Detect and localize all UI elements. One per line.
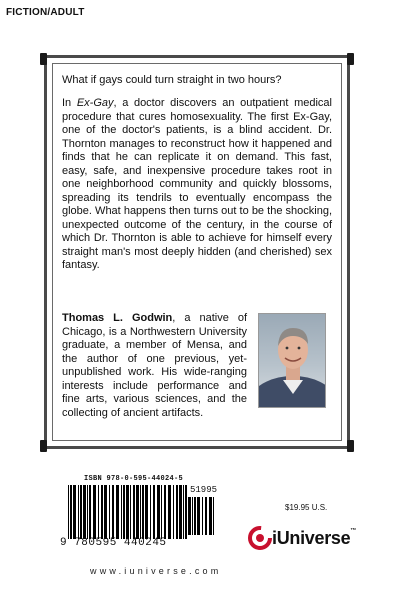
- author-bio-text: , a native of Chicago, is a Northwestern University graduate, a member of Mensa, and the author of one previous, yet-unpublished work. His wide-ranging interests include performance and fine arts, various sciences, and the collecting of ancient artifacts.: [62, 312, 248, 419]
- barcode-bar: [179, 485, 182, 539]
- barcode: [68, 485, 188, 539]
- barcode-bar: [213, 497, 214, 535]
- barcode-bar: [123, 485, 125, 539]
- publisher-name: [272, 528, 356, 549]
- barcode-bar: [157, 485, 160, 539]
- barcode-bar: [109, 485, 110, 539]
- barcode-bar: [192, 497, 193, 535]
- barcode-bar: [68, 485, 69, 539]
- barcode-bar: [126, 485, 129, 539]
- isbn-barcode-block: [60, 475, 218, 550]
- publisher-logo-icon: [248, 526, 272, 550]
- frame-corner-post: [347, 53, 354, 65]
- barcode-bar: [87, 485, 88, 539]
- barcode-bar: [205, 497, 207, 535]
- barcode-bar: [197, 497, 200, 535]
- barcode-bar: [173, 485, 174, 539]
- author-portrait-icon: [259, 314, 326, 408]
- barcode-bar: [83, 485, 86, 539]
- author-photo: [258, 313, 326, 408]
- barcode-bar: [101, 485, 103, 539]
- barcode-bar: [112, 485, 114, 539]
- frame-corner-post: [40, 53, 47, 65]
- barcode-bar: [80, 485, 82, 539]
- barcode-bar: [89, 485, 91, 539]
- barcode-bar: [93, 485, 96, 539]
- barcode-bar: [78, 485, 79, 539]
- barcode-bar: [209, 497, 212, 535]
- barcode-bar: [153, 485, 155, 539]
- publisher-name-text: iUniverse: [272, 527, 351, 548]
- trademark-symbol: ™: [350, 527, 357, 534]
- frame-corner-post: [347, 440, 354, 452]
- book-description: [62, 97, 332, 273]
- price-barcode: [188, 497, 216, 535]
- barcode-bar: [176, 485, 178, 539]
- author-name: Thomas L. Godwin: [62, 312, 173, 324]
- barcode-bar: [133, 485, 135, 539]
- frame-corner-post: [40, 440, 47, 452]
- blurb-content: [62, 73, 332, 273]
- barcode-bar: [121, 485, 122, 539]
- barcode-bar: [70, 485, 72, 539]
- isbn-digits: 9 780595 440245: [60, 537, 167, 549]
- barcode-bar: [202, 497, 203, 535]
- price-code: 51995: [190, 485, 218, 495]
- blurb-lead: In: [62, 97, 77, 109]
- isbn-label: ISBN 978-0-595-44024-5: [84, 475, 184, 483]
- barcode-bar: [142, 485, 144, 539]
- barcode-bar: [145, 485, 148, 539]
- barcode-bar: [104, 485, 107, 539]
- author-bio: [62, 312, 247, 420]
- tagline-question: What if gays could turn straight in two hours?: [62, 74, 282, 86]
- barcode-bar: [150, 485, 151, 539]
- barcode-bar: [130, 485, 131, 539]
- barcode-bar: [168, 485, 171, 539]
- blurb-body: , a doctor discovers an outpatient medical procedure that cures homosexuality. The first Ex-Gay, one of the doctor's patients, is a blind accident. Dr. Thornton manages to reconstruct how it happened and finds that he can replicate it on demand. This fast, easy, safe, and inexpensive procedure takes root in one neighborhood community and quickly blossoms, spreading its tendrils to eventually encompass the globe. What happens then turns out to be the shocking, unexpected outcome of the century, in the course of which Dr. Thornton is able to achieve for himself every straight man's most deeply hidden (and cherished) sex fantasy.: [62, 97, 332, 271]
- barcode-bar: [161, 485, 162, 539]
- book-title: Ex-Gay: [76, 97, 114, 109]
- barcode-bar: [140, 485, 141, 539]
- barcode-bar: [164, 485, 166, 539]
- publisher-logo: [248, 526, 356, 550]
- barcode-bar: [98, 485, 99, 539]
- retail-price: $19.95 U.S.: [285, 503, 328, 512]
- barcode-bar: [183, 485, 184, 539]
- barcode-bar: [185, 485, 187, 539]
- barcode-bar: [188, 497, 191, 535]
- barcode-bar: [136, 485, 139, 539]
- category-label: FICTION/ADULT: [6, 7, 85, 18]
- barcode-bar: [73, 485, 76, 539]
- publisher-website: www.iuniverse.com: [90, 566, 222, 576]
- barcode-bar: [116, 485, 119, 539]
- barcode-bar: [194, 497, 196, 535]
